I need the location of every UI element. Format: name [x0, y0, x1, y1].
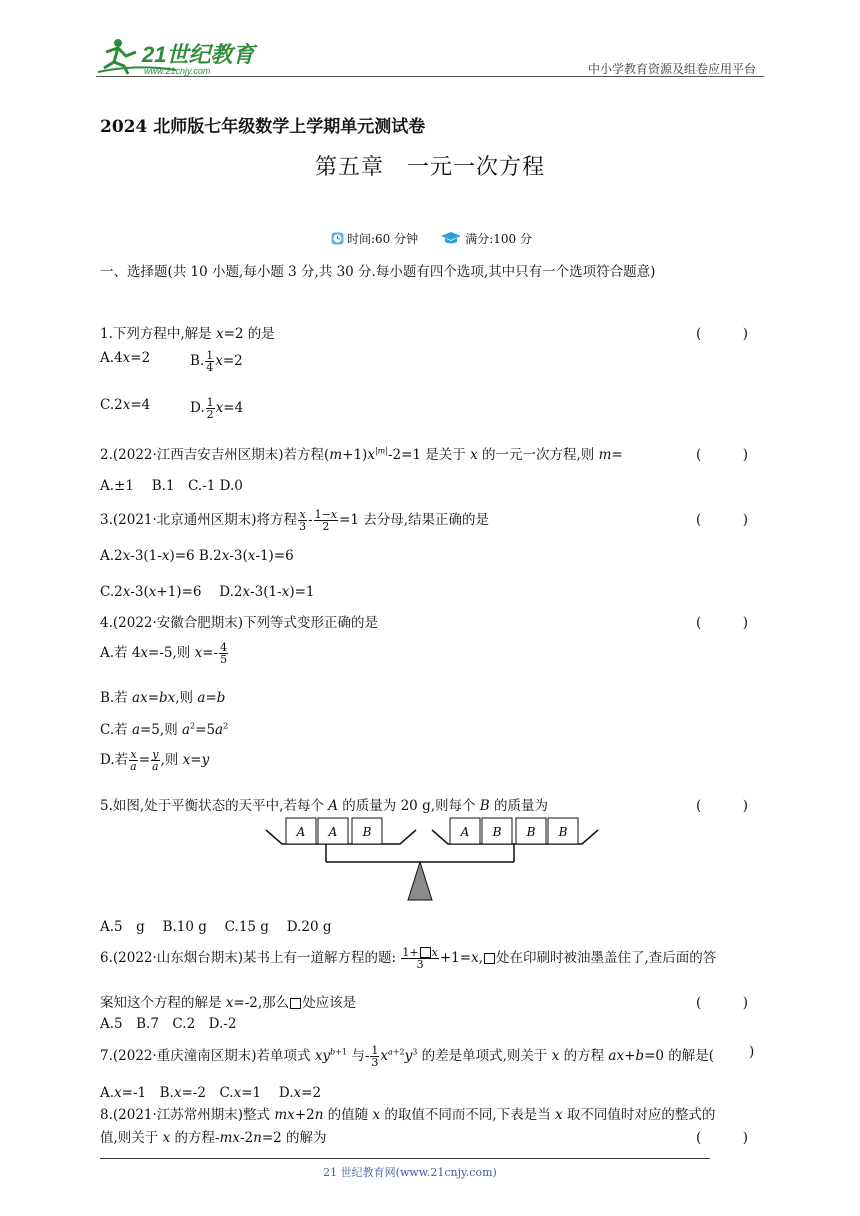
q4-option-a: A.若 4x=-5,则 x=- $\frac{4}{5}$: [100, 641, 228, 666]
svg-text:B: B: [558, 825, 568, 839]
svg-text:B: B: [492, 825, 502, 839]
svg-text:A: A: [328, 825, 338, 839]
question-4: 4.(2022·安徽合肥期末)下列等式变形正确的是: [100, 615, 379, 631]
q6-options: A.5 B.7 C.2 D.-2: [100, 1016, 237, 1032]
right-pan-blocks: [450, 818, 578, 844]
header-divider: [96, 76, 764, 77]
site-logo: [96, 34, 261, 78]
chapter-title: 第五章 一元一次方程: [314, 155, 545, 180]
balance-scale-figure: [260, 812, 610, 904]
svg-text:21世纪教育: 21世纪教育: [142, 42, 255, 67]
q1-option-c: C.2x=4: [100, 397, 151, 413]
q4-option-d: D.若 $\frac{x}{a}$ = $\frac{y}{a}$ ,则 x=y: [100, 748, 210, 773]
q2-options: A.±1 B.1 C.-1 D.0: [100, 478, 243, 494]
footer-link[interactable]: 21 世纪教育网(www.21cnjy.com): [323, 1166, 497, 1179]
exam-meta: [0, 230, 860, 248]
q3-options-ab: A.2x-3(1-x)=6 B.2x-3(x-1)=6: [100, 548, 294, 564]
q5-options: A.5 g B.10 g C.15 g D.20 g: [100, 919, 332, 935]
answer-blank-8: ( ): [695, 1130, 762, 1146]
graduation-cap-icon: [440, 232, 462, 247]
question-8: 8.(2021·江苏常州期末)整式 mx+2n 的值随 x 的取值不同而不同,下表是当 x 取不同值时对应的整式的: [100, 1107, 716, 1123]
section-heading: 一、选择题(共 10 小题,每小题 3 分,共 30 分.每小题有四个选项,其中只有一个选项符合题意): [100, 264, 656, 280]
platform-slogan: 中小学教育资源及组卷应用平台: [587, 62, 756, 76]
answer-blank-4: ( ): [695, 615, 762, 631]
left-pan-blocks: [286, 818, 382, 844]
q4-option-b: B.若 ax=bx,则 a=b: [100, 690, 226, 706]
question-8-cont: 值,则关于 x 的方程-mx-2n=2 的解为: [100, 1130, 327, 1146]
answer-blank-7: ): [749, 1044, 755, 1060]
q3-options-cd: C.2x-3(x+1)=6 D.2x-3(1-x)=1: [100, 584, 315, 600]
svg-text:A: A: [296, 825, 306, 839]
q7-options: A.x=-1 B.x=-2 C.x=1 D.x=2: [100, 1085, 322, 1101]
question-2: 2.(2022·江西吉安吉州区期末)若方程$(m+1)x^{|m|}-2=1$ 是关于 x 的一元一次方程,则 m=: [100, 446, 623, 463]
question-5: 5.如图,处于平衡状态的天平中,若每个 A 的质量为 20 g,则每个 B 的质量为: [100, 798, 549, 814]
answer-blank-6: ( ): [695, 995, 762, 1011]
q1-option-a: A.4x=2: [100, 350, 151, 366]
question-6-cont: 案知这个方程的解是 x=-2,那么 处应该是: [100, 995, 357, 1011]
answer-blank-5: ( ): [695, 798, 762, 814]
question-3: 3.(2021·北京通州区期末)将方程 $\frac{x}{3}$ - $\frac{1-x}{2}$ =1 去分母,结果正确的是: [100, 508, 490, 533]
time-limit: 时间:60 分钟: [347, 232, 419, 246]
question-6: 6.(2022·山东烟台期末)某书上有一道解方程的题: $\frac{1+ x}{3}$ +1=x, 处在印刷时被油墨盖住了,查后面的答: [100, 945, 717, 972]
svg-text:www.21cnjy.com: www.21cnjy.com: [144, 66, 211, 76]
svg-text:B: B: [362, 825, 372, 839]
svg-text:B: B: [526, 825, 536, 839]
q4-option-c: C.若 a=5,则 $a^2=5a^2$: [100, 721, 229, 738]
full-score: 满分:100 分: [465, 232, 532, 246]
clock-icon: [331, 232, 344, 248]
answer-blank-2: ( ): [695, 447, 762, 463]
question-7: 7.(2022·重庆潼南区期末)若单项式 $xy^{b+1}$ 与- $\frac{1}{3}$ $x^{a+2}y^3$ 的差是单项式,则关于 x 的方程 ax+b=0 的解是(: [100, 1044, 715, 1069]
q1-option-d: D. $\frac{1}{2}$ x=4: [190, 396, 244, 421]
answer-blank-1: ( ): [695, 326, 762, 342]
q1-option-b: B. $\frac{1}{4}$ x=2: [190, 349, 243, 374]
question-1: 1.下列方程中,解是 x=2 的是: [100, 326, 275, 342]
answer-blank-3: ( ): [695, 512, 762, 528]
footer-divider: [100, 1158, 710, 1159]
svg-text:A: A: [460, 825, 470, 839]
document-title: 2024 北师版七年级数学上学期单元测试卷: [100, 117, 426, 137]
